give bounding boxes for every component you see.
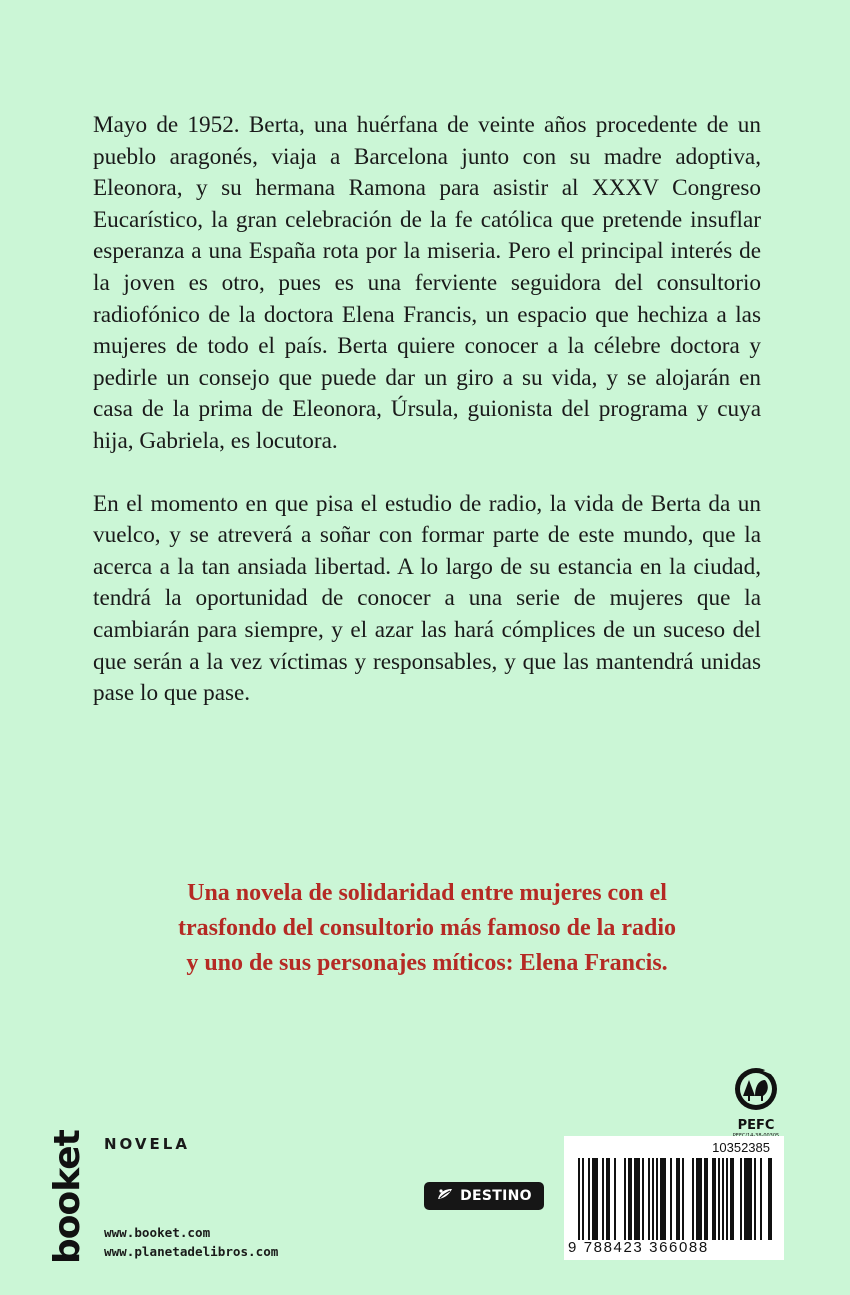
barcode-isbn-digits: 9 788423 366088 <box>568 1239 709 1256</box>
booket-logo <box>44 1130 92 1264</box>
ornamental-leaf-icon <box>436 1187 454 1206</box>
barcode-bar <box>696 1158 702 1240</box>
barcode-bar <box>578 1158 580 1240</box>
barcode-bar <box>656 1158 658 1240</box>
tagline-line-1: Una novela de solidaridad entre mujeres con el <box>187 880 667 906</box>
barcode-bar <box>754 1158 756 1240</box>
barcode-bar <box>768 1158 772 1240</box>
barcode-bar <box>642 1158 644 1240</box>
barcode-bar <box>722 1158 724 1240</box>
barcode-bar <box>718 1158 720 1240</box>
genre-label: NOVELA <box>104 1135 190 1153</box>
barcode-bars <box>578 1158 772 1240</box>
barcode-bar <box>712 1158 716 1240</box>
tagline-line-3: y uno de sus personajes míticos: Elena Francis. <box>186 950 668 976</box>
barcode-bar <box>592 1158 598 1240</box>
synopsis <box>93 110 761 741</box>
barcode-bar <box>652 1158 654 1240</box>
barcode-bar <box>670 1158 672 1240</box>
barcode-bar <box>602 1158 604 1240</box>
barcode-bar <box>648 1158 650 1240</box>
barcode-bar <box>628 1158 632 1240</box>
barcode-bar <box>740 1158 742 1240</box>
barcode-bar <box>730 1158 734 1240</box>
barcode <box>564 1136 784 1260</box>
tagline <box>93 876 761 981</box>
barcode-bar <box>760 1158 762 1240</box>
barcode-bar <box>744 1158 752 1240</box>
url-booket: www.booket.com <box>104 1225 211 1240</box>
publisher-urls <box>104 1223 278 1261</box>
barcode-bar <box>692 1158 694 1240</box>
destino-logo <box>424 1182 544 1210</box>
barcode-bar <box>634 1158 640 1240</box>
barcode-bar <box>614 1158 616 1240</box>
synopsis-paragraph-1: Mayo de 1952. Berta, una huérfana de veinte años procedente de un pueblo aragonés, viaja a Barcelona junto con su madre adoptiva, Eleonora, y su hermana Ramona para asistir al XXXV Congreso Eucarístico, la gran celebración de la fe católica que pretende insuflar esperanza a una España rota por la miseria. Pero el principal interés de la joven es otro, pues es una ferviente seguidora del consultorio radiofónico de la doctora Elena Francis, un espacio que hechiza a las mujeres de todo el país. Berta quiere conocer a la célebre doctora y pedirle un consejo que puede dar un giro a su vida, y se alojarán en casa de la prima de Eleonora, Úrsula, guionista del programa y cuya hija, Gabriela, es locutora. <box>93 112 761 454</box>
tagline-line-2: trasfondo del consultorio más famoso de la radio <box>178 915 676 941</box>
barcode-bar <box>588 1158 590 1240</box>
url-planetadelibros: www.planetadelibros.com <box>104 1244 279 1259</box>
synopsis-paragraph-2: En el momento en que pisa el estudio de radio, la vida de Berta da un vuelco, y se atreverá a soñar con formar parte de este mundo, que la acerca a la tan ansiada libertad. A lo largo de su estancia en la ciudad, tendrá la oportunidad de conocer a una serie de mujeres que la cambiarán para siempre, y el azar las hará cómplices de un suceso del que serán a la vez víctimas y responsables, y que las mantendrá unidas pase lo que pase. <box>93 490 761 707</box>
barcode-top-number: 10352385 <box>712 1140 770 1155</box>
barcode-bar <box>582 1158 584 1240</box>
barcode-bar <box>726 1158 728 1240</box>
pefc-logo <box>726 1066 786 1133</box>
booket-wordmark: booket <box>47 1130 88 1264</box>
trees-circle-icon <box>733 1099 779 1116</box>
barcode-bar <box>704 1158 708 1240</box>
destino-wordmark: DESTINO <box>460 1188 532 1204</box>
barcode-bar <box>682 1158 684 1240</box>
pefc-name: PEFC <box>737 1118 775 1133</box>
barcode-bar <box>606 1158 610 1240</box>
barcode-bar <box>660 1158 666 1240</box>
barcode-bar <box>676 1158 680 1240</box>
barcode-bar <box>624 1158 626 1240</box>
